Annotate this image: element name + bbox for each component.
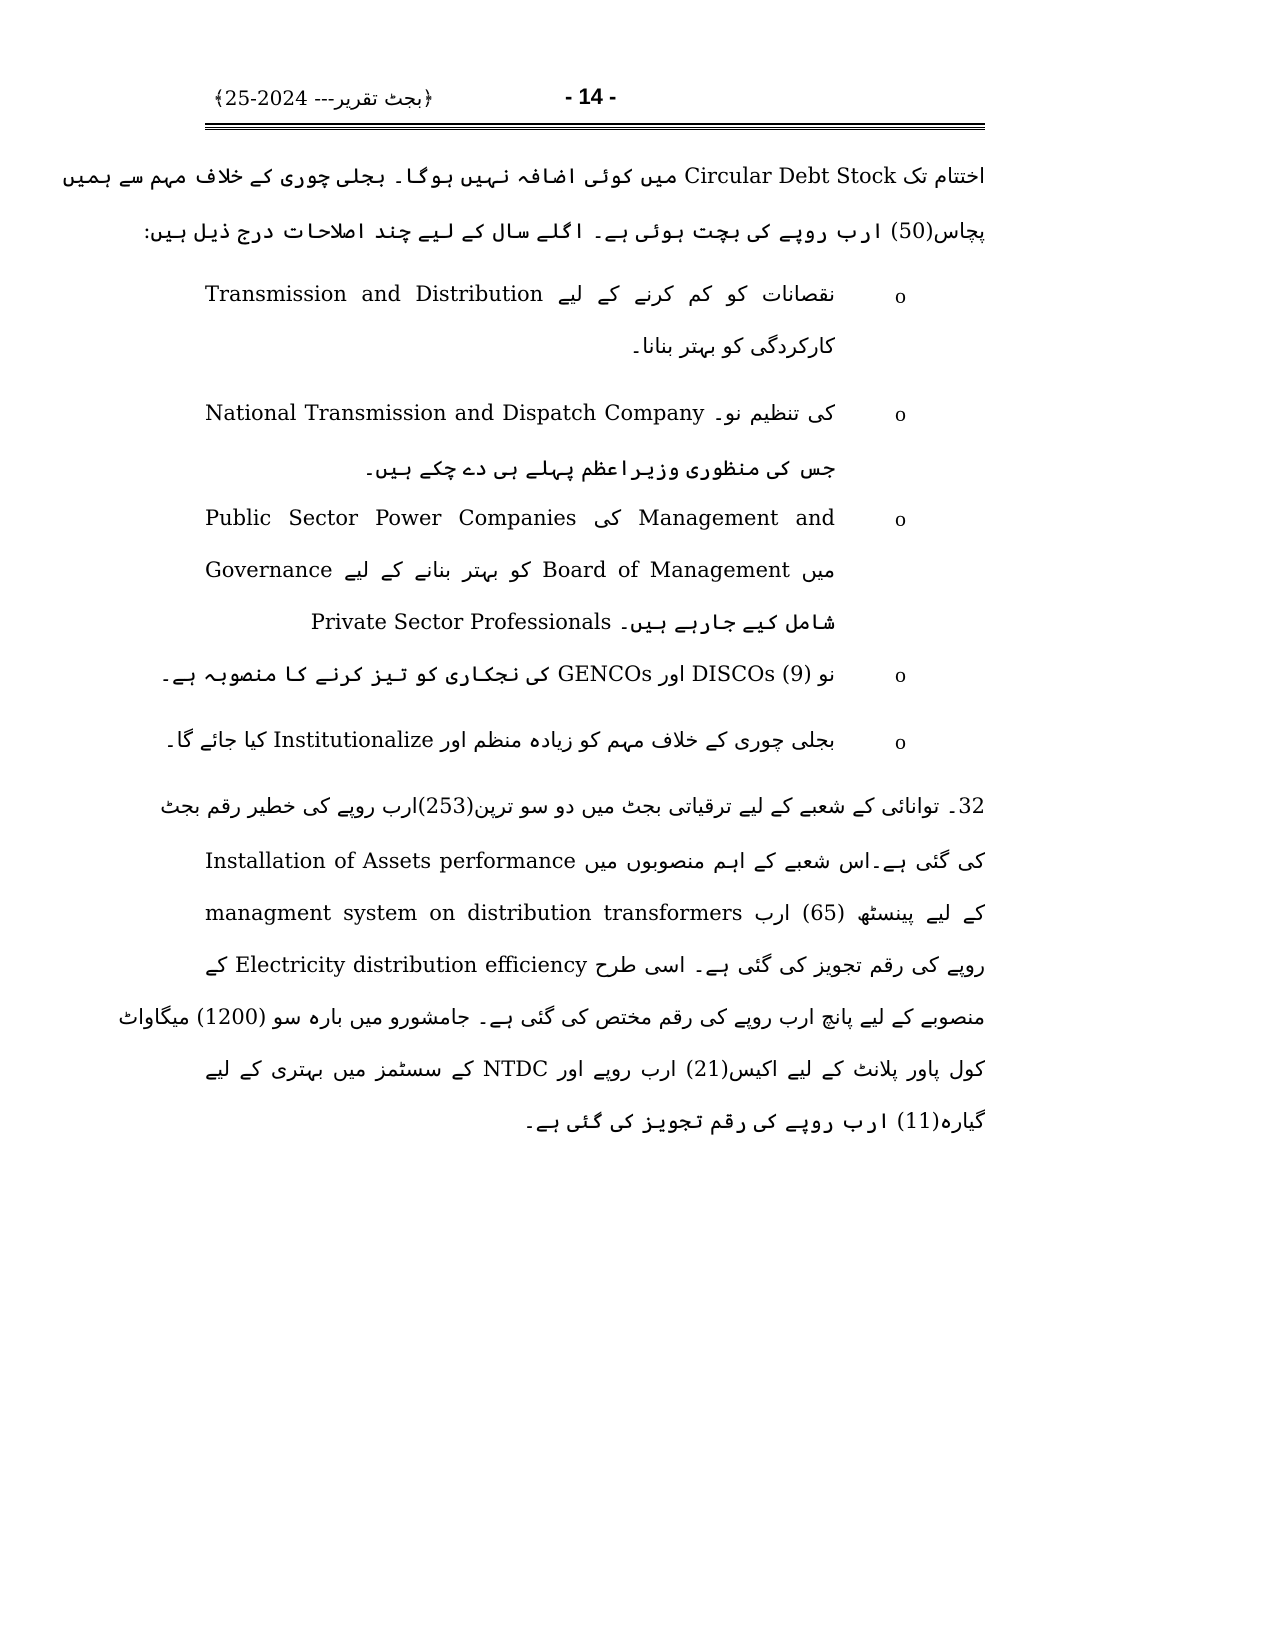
para-32-line-5: منصوبے کے لیے پانچ ارب روپے کی رقم مختص کی گئی ہے۔ جامشورو میں بارہ سو (1200) میگاواٹ — [118, 1005, 985, 1029]
bullet-2-line-2: جس کی منظوری وزیراعظم پہلے ہی دے چکے ہیں۔ — [363, 456, 835, 480]
header-rule — [205, 123, 985, 125]
intro-line-2: پچاس(50) ارب روپے کی بچت ہوئی ہے۔ اگلے سال کے لیے چند اصلاحات درج ذیل ہیں: — [143, 219, 985, 243]
header-rule — [205, 127, 985, 128]
para-32-line-7: گیارہ(11) ارب روپے کی رقم تجویز کی گئی ہے۔ — [523, 1109, 985, 1133]
bullet-1-line-2: کارکردگی کو بہتر بنانا۔ — [629, 334, 835, 358]
para-32-line-6: کول پاور پلانٹ کے لیے اکیس(21) ارب روپے اور NTDC کے سسٹمز میں بہتری کے لیے — [205, 1057, 986, 1081]
para-32-line-3: managment system on distribution transformers کے لیے پینسٹھ (65) ارب — [205, 901, 985, 925]
intro-line-1: اختتام تک Circular Debt Stock میں کوئی اضافہ نہیں ہوگا۔ بجلی چوری کے خلاف مہم سے ہمیں — [62, 164, 985, 188]
bullet-marker: o — [895, 283, 906, 308]
page-header — [205, 82, 985, 118]
page-number: - 14 - — [565, 84, 617, 109]
para-32-line-4: روپے کی رقم تجویز کی گئی ہے۔ اسی طرح Electricity distribution efficiency کے — [205, 953, 985, 977]
bullet-4-line-1: نو (9) DISCOs اور GENCOs کی نجکاری کو تیز کرنے کا منصوبہ ہے۔ — [159, 662, 835, 686]
para-32-line-1: 32۔ توانائی کے شعبے کے لیے ترقیاتی بجٹ میں دو سو ترپن(253)ارب روپے کی خطیر رقم بجٹ — [160, 794, 985, 818]
bullet-5-line-1: بجلی چوری کے خلاف مہم کو زیادہ منظم اور Institutionalize کیا جائے گا۔ — [164, 728, 835, 752]
header-title: ﴿بجٹ تقریر--- 2024-25﴾ — [213, 86, 434, 110]
bullet-2-line-1: National Transmission and Dispatch Company کی تنظیم نو۔ — [205, 401, 835, 425]
bullet-3-line-1: Public Sector Power Companies کی Management and — [205, 506, 835, 530]
bullet-3-line-3: Private Sector Professionals شامل کیے جارہے ہیں۔ — [310, 610, 835, 634]
para-32-line-2: کی گئی ہے۔اس شعبے کے اہم منصوبوں میں Installation of Assets performance — [205, 849, 985, 873]
bullet-marker: o — [895, 662, 906, 687]
bullet-marker: o — [895, 729, 906, 754]
header-rule — [205, 129, 985, 130]
bullet-3-line-2: Governance کو بہتر بنانے کے لیے Board of Management میں — [205, 558, 836, 582]
bullet-marker: o — [895, 506, 906, 531]
bullet-1-line-1: نقصانات کو کم کرنے کے لیے Transmission and Distribution — [205, 282, 835, 306]
bullet-marker: o — [895, 401, 906, 426]
